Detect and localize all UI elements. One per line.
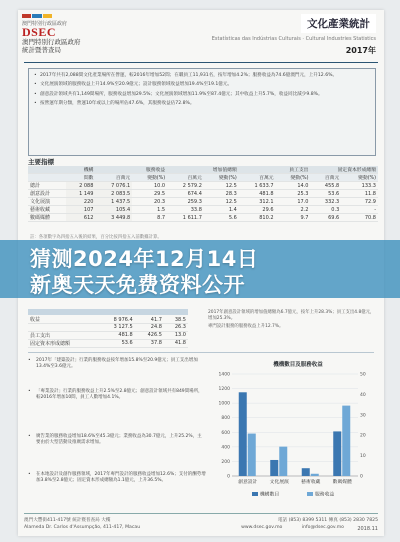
dsec-logo — [22, 14, 102, 56]
logo-flag-icon — [22, 14, 52, 18]
row-label — [28, 324, 98, 332]
logo-org-top: 澳門特別行政區政府 — [22, 21, 68, 27]
y-tick-label-left: 1400 — [218, 372, 230, 378]
table-row — [28, 339, 188, 347]
table-header: 固定資本形成總額 — [310, 166, 378, 174]
table-cell: 481.8 — [239, 190, 276, 198]
y-tick-label-right: 20 — [360, 433, 366, 439]
table-cell: 9.7 — [276, 214, 311, 222]
legend-swatch — [252, 492, 258, 496]
footer-contacts — [241, 525, 344, 530]
table-header: 百萬元 — [95, 174, 132, 182]
table-cell: 13.0 — [164, 331, 188, 339]
table-cell: 1 437.5 — [95, 198, 132, 206]
page-header — [18, 10, 384, 60]
table-cell: 3 127.5 — [98, 324, 135, 332]
x-tick-label: 數碼媒體 — [332, 480, 352, 485]
table-row — [28, 198, 378, 206]
right-paragraph: 專門設計服務的服務收益上升12.7%。 — [208, 324, 284, 329]
bullet-item: • 在本地設計及創作服務領域，2017年專門設計的服務收益增加12.6%；支付的酬勞增加3.8%至2.8億元；固定資本形成總額為1.1億元，上升36.5%。 — [28, 472, 206, 485]
row-label: 藝術收藏 — [28, 206, 66, 214]
table-header: 變動(%) — [204, 174, 239, 182]
summary-item: • 文化展演領域的服務收益上升14.9%至20.9億元；設計服務領域收益增加19.4%至19.1億元。 — [34, 82, 370, 88]
footer-email-link[interactable]: info@dsec.gov.mo — [301, 525, 344, 530]
table-cell: 481.8 — [98, 331, 135, 339]
table-header: 百萬元 — [167, 174, 204, 182]
y-tick-label-left: 0 — [227, 474, 230, 480]
table-cell: 2.2 — [276, 206, 311, 214]
table-cell: 1.4 — [204, 206, 239, 214]
table-header: 百萬元 — [310, 174, 341, 182]
y-tick-label-right: 50 — [360, 372, 366, 378]
table-title: 主要指標 — [28, 158, 54, 166]
legend-label: 機構數目 — [260, 492, 280, 498]
table2-header-bar — [28, 309, 188, 315]
bar-0 — [333, 431, 341, 476]
row-label: 創意設計 — [28, 190, 66, 198]
bar-0 — [270, 460, 278, 476]
summary-item: • 創意設計領域共有1,149間場所，服務收益增加29.5%；文化展演領域增加11.9%至87.4億元；其中收益上升5.7%，收益同比減少9.8%。 — [34, 92, 370, 98]
table-cell: 20.3 — [132, 198, 167, 206]
bar-0 — [239, 392, 247, 476]
document-subtitle: Estatísticas das Indústrias Culturais · Cultural Industries Statistics — [211, 36, 376, 42]
table-cell: 8 976.4 — [98, 316, 135, 324]
table-cell: 0.3 — [310, 206, 341, 214]
row-label: 員工支出 — [28, 331, 98, 339]
table-row — [28, 182, 378, 190]
bar-1 — [311, 474, 319, 476]
table-cell: 70.8 — [341, 214, 378, 222]
table-cell: 8.7 — [132, 214, 167, 222]
table-header: 變動(%) — [276, 174, 311, 182]
bullet-item: • 2017年「建築設計」行業的服務收益按年增加15.8%至20.9億元；員工支出增加13.4%至3.6億元。 — [28, 358, 206, 371]
table-header: 變動(%) — [341, 174, 378, 182]
bullet-item: • 廣告業的服務收益增加18.6%至45.3億元；業務收益為30.7億元，上升25.2%，主要由於大型活動及推廣需求增加。 — [28, 434, 206, 447]
x-tick-label: 藝術收藏 — [301, 480, 321, 485]
table-cell: 332.3 — [310, 198, 341, 206]
table-cell: 3 449.8 — [95, 214, 132, 222]
y-tick-label-right: 30 — [360, 413, 366, 419]
table-cell: 11.8 — [341, 190, 378, 198]
table-cell: 5.6 — [204, 214, 239, 222]
org-name-line2: 統計暨普查局 — [22, 46, 61, 54]
table-row — [28, 214, 378, 222]
table-cell: 25.3 — [276, 190, 311, 198]
bar-1 — [248, 434, 256, 476]
table-cell: 29.5 — [132, 190, 167, 198]
table-row — [28, 331, 188, 339]
bar-0 — [302, 468, 310, 476]
table-cell: 2 083.5 — [95, 190, 132, 198]
table-cell: 105.4 — [95, 206, 132, 214]
banner-headline-2: 新奥天天免费资料公开 — [30, 273, 245, 297]
table-header-row — [28, 166, 378, 174]
table-note: 註：各項數字為四捨五入後的結果，百分比按四捨五入前數據計算。 — [30, 235, 162, 240]
table-cell: 612 — [66, 214, 95, 222]
x-tick-label: 創意設計 — [238, 480, 258, 485]
secondary-table — [28, 316, 188, 348]
table-cell: 28.3 — [204, 190, 239, 198]
summary-box — [28, 68, 376, 156]
y-tick-label-right: 10 — [360, 454, 366, 460]
table-cell: 72.9 — [341, 198, 378, 206]
table-cell: 41.7 — [135, 316, 164, 324]
table-cell: 37.8 — [135, 339, 164, 347]
table-cell: 29.6 — [239, 206, 276, 214]
x-tick-label: 文化展演 — [269, 480, 289, 485]
table-cell: 107 — [66, 206, 95, 214]
table-cell: 14.0 — [276, 182, 311, 190]
footer-address-2: Alameda Dr. Carlos d'Assumpção, 411-417, Macau — [24, 525, 141, 530]
table-cell: 10.0 — [132, 182, 167, 190]
table-cell: - — [341, 206, 378, 214]
table-cell: 455.8 — [310, 182, 341, 190]
table-header: 變動(%) — [132, 174, 167, 182]
table-header: 增加值總額 — [167, 166, 239, 174]
table-cell: 26.3 — [164, 324, 188, 332]
footer-date: 2018.11 — [357, 526, 378, 532]
table-body — [28, 316, 188, 347]
summary-item: • 2017年共有2,088間文化產業場所在營運，較2016年增加52間；在職員工11,931名，按年增加4.2%；服務收益為74.6億澳門元，上升12.6%。 — [34, 73, 370, 79]
table-cell: 33.8 — [167, 206, 204, 214]
document-year: 2017年 — [345, 46, 376, 55]
y-tick-label-left: 400 — [221, 445, 230, 451]
table-cell: 7 076.1 — [95, 182, 132, 190]
table-header: 機構 — [66, 166, 95, 174]
table-cell: 38.5 — [164, 316, 188, 324]
table-header — [28, 174, 66, 182]
table-cell: 674.4 — [167, 190, 204, 198]
table-cell: 41.8 — [164, 339, 188, 347]
footer-web-link[interactable]: www.dsec.gov.mo — [241, 525, 283, 530]
table-cell: 426.5 — [135, 331, 164, 339]
table-cell: 1.5 — [132, 206, 167, 214]
table-row — [28, 316, 188, 324]
org-name-line1: 澳門特別行政區政府 — [22, 38, 81, 46]
main-indicators-table — [28, 166, 378, 222]
table-cell: 1 611.7 — [167, 214, 204, 222]
row-label: 固定資本形成總額 — [28, 339, 98, 347]
table-header: 員工支出 — [239, 166, 311, 174]
table-header: 間數 — [66, 174, 95, 182]
table-cell: 2 088 — [66, 182, 95, 190]
legend-label: 服務收益 — [315, 492, 335, 498]
table-cell: 53.6 — [98, 339, 135, 347]
table-cell: 53.6 — [310, 190, 341, 198]
table-cell: 17.0 — [276, 198, 311, 206]
header-divider — [24, 62, 378, 63]
table-header: 服務收益 — [95, 166, 167, 174]
table-cell: 1 633.7 — [239, 182, 276, 190]
summary-item: • 按營運年期分類，營運10年或以上的場所佔47.6%，其服務收益佔72.8%。 — [34, 101, 370, 107]
table-cell: 259.3 — [167, 198, 204, 206]
table-header: 百萬元 — [239, 174, 276, 182]
bar-1 — [279, 447, 287, 476]
table-cell: 220 — [66, 198, 95, 206]
table-cell: 69.6 — [310, 214, 341, 222]
bar-1 — [342, 406, 350, 476]
chart-title: 機構數目及服務收益 — [273, 362, 323, 368]
table-header — [28, 166, 66, 174]
table-cell: 12.5 — [204, 182, 239, 190]
y-tick-label-left: 1000 — [218, 401, 230, 407]
table-row — [28, 190, 378, 198]
table-cell: 12.5 — [204, 198, 239, 206]
table-cell: 1 149 — [66, 190, 95, 198]
y-tick-label-left: 600 — [221, 430, 230, 436]
y-tick-label-right: 0 — [360, 474, 363, 480]
right-text-block — [208, 310, 376, 332]
logo-abbr: DSEC — [22, 25, 57, 39]
page-footer — [24, 513, 378, 533]
document-title: 文化產業統計 — [301, 14, 376, 33]
table-row — [28, 206, 378, 214]
table-cell: 133.3 — [341, 182, 378, 190]
footer-address: 澳門大豐街411-417號 統計暨普查局 大樓 — [24, 518, 111, 523]
row-label: 收益 — [28, 316, 98, 324]
y-tick-label-left: 200 — [221, 459, 230, 465]
row-label: 總計 — [28, 182, 66, 190]
y-tick-label-left: 800 — [221, 416, 230, 422]
right-paragraph: 2017年創意設計領域的增加值總額為6.7億元，按年上升28.3%；員工支出4.8億元，增加25.3%。 — [208, 310, 375, 321]
table-body — [28, 182, 378, 222]
banner-headline-1: 猜测2024年12月14日 — [30, 247, 259, 271]
y-tick-label-left: 1200 — [218, 387, 230, 393]
title-area — [176, 12, 376, 56]
table-cell: 2 579.2 — [167, 182, 204, 190]
table-cell: 810.2 — [239, 214, 276, 222]
table-cell: 312.1 — [239, 198, 276, 206]
section-divider — [28, 352, 374, 353]
table-subheader-row — [28, 174, 378, 182]
row-label: 文化展演 — [28, 198, 66, 206]
bar-chart — [208, 368, 378, 508]
footer-phone: 電話 (853) 8399 5311 傳真 (853) 2830 7825 — [277, 518, 378, 523]
row-label: 數碼媒體 — [28, 214, 66, 222]
bullet-item: • 「專業設計」行業的服務收益上升2.5%至2.8億元；創意設計領域共有849間場所，較2016年增加10間，員工人數增加4.1%。 — [28, 389, 206, 402]
legend-swatch — [307, 492, 313, 496]
y-tick-label-right: 40 — [360, 392, 366, 398]
table-row — [28, 324, 188, 332]
table-cell: 24.8 — [135, 324, 164, 332]
